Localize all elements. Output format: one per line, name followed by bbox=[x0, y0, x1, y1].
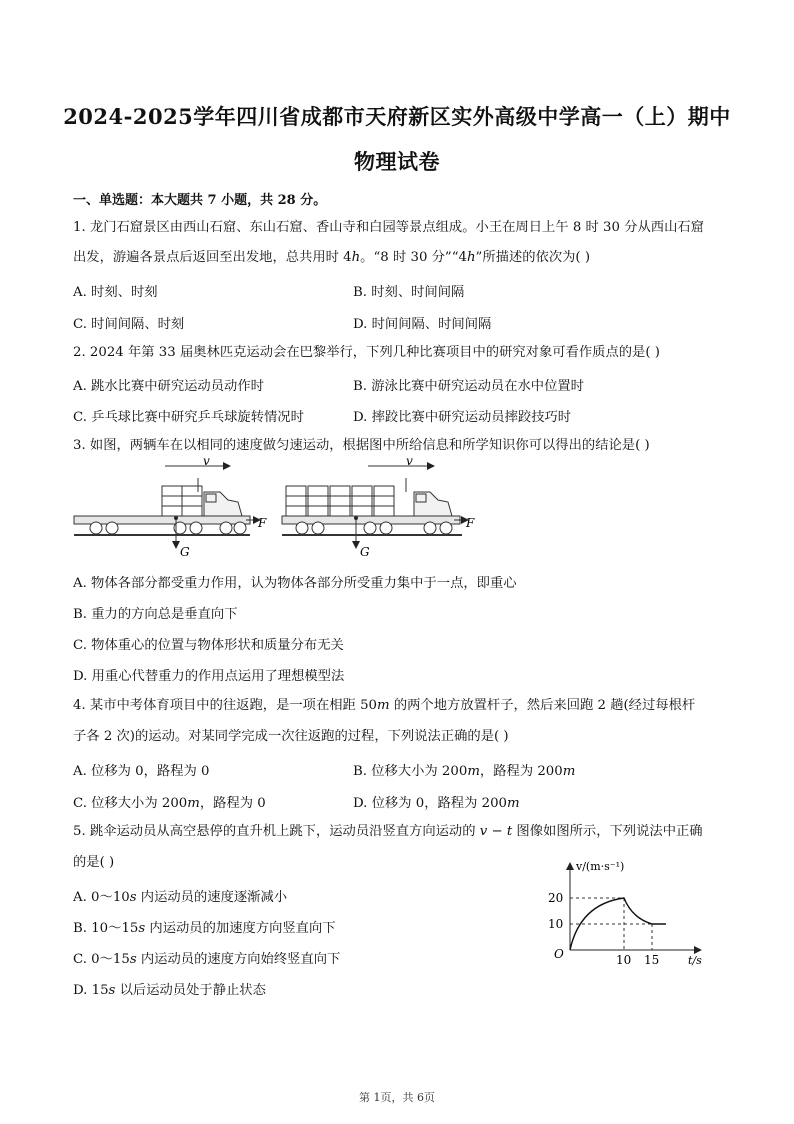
q3-stem-line1: 3. 如图，两辆车在以相同的速度做匀速运动，根据图中所给信息和所学知识你可以得出的结论是( ) bbox=[73, 438, 650, 453]
q4-option-d: D. 位移为 0，路程为 200𝑚 bbox=[353, 796, 520, 811]
q3-F-label-2: F bbox=[466, 516, 475, 530]
page-subtitle: 物理试卷 bbox=[354, 149, 440, 174]
graph-y10-label: 10 bbox=[548, 917, 564, 931]
q3-F-label-1: F bbox=[258, 516, 267, 530]
q2-option-b: B. 游泳比赛中研究运动员在水中位置时 bbox=[353, 379, 584, 394]
q3-option-d: D. 用重心代替重力的作用点运用了理想模型法 bbox=[73, 669, 345, 684]
q3-v-label-2: v bbox=[406, 456, 413, 468]
q2-option-a: A. 跳水比赛中研究运动员动作时 bbox=[73, 379, 264, 394]
q1-stem-line1: 1. 龙门石窟景区由西山石窟、东山石窟、香山寺和白园等景点组成。小王在周日上午 8 时 30 分从西山石窟 bbox=[73, 220, 704, 235]
q4-option-c: C. 位移大小为 200𝑚，路程为 0 bbox=[73, 796, 266, 811]
page-title: 2024-2025学年四川省成都市天府新区实外高级中学高一（上）期中 bbox=[63, 104, 731, 129]
truck-1 bbox=[74, 466, 260, 548]
graph-xlabel: t/s bbox=[688, 954, 702, 967]
truck-2 bbox=[282, 466, 468, 548]
graph-x10-label: 10 bbox=[616, 953, 632, 967]
q3-G-label-1: G bbox=[180, 545, 190, 559]
q1-option-a: A. 时刻、时刻 bbox=[73, 285, 158, 300]
q1-stem-line2: 出发，游遍各景点后返回至出发地，总共用时 4ℎ。“8 时 30 分”“4ℎ”所描述的依次为( ) bbox=[73, 250, 591, 265]
q4-stem-line1: 4. 某市中考体育项目中的往返跑，是一项在相距 50𝑚 的两个地方放置杆子，然后来回跑 2 趟(经过每根杆 bbox=[73, 698, 696, 713]
q2-stem-line1: 2. 2024 年第 33 届奥林匹克运动会在巴黎举行，下列几种比赛项目中的研究对象可看作质点的是( ) bbox=[73, 345, 660, 360]
graph-x15-label: 15 bbox=[644, 953, 660, 967]
graph-ylabel: v/(m·s⁻¹) bbox=[576, 860, 625, 873]
q1-option-c: C. 时间间隔、时刻 bbox=[73, 317, 185, 332]
q4-option-b: B. 位移大小为 200𝑚，路程为 200𝑚 bbox=[353, 764, 576, 779]
q5-option-b: B. 10～15𝑠 内运动员的加速度方向竖直向下 bbox=[73, 921, 336, 936]
q2-option-c: C. 乒乓球比赛中研究乒乓球旋转情况时 bbox=[73, 410, 304, 425]
q3-option-b: B. 重力的方向总是垂直向下 bbox=[73, 607, 238, 622]
q3-G-label-2: G bbox=[360, 545, 370, 559]
q5-vt-graph bbox=[540, 858, 720, 970]
q5-option-a: A. 0～10𝑠 内运动员的速度逐渐减小 bbox=[73, 890, 288, 905]
q2-option-d: D. 摔跤比赛中研究运动员摔跤技巧时 bbox=[353, 410, 572, 425]
q3-option-a: A. 物体各部分都受重力作用，认为物体各部分所受重力集中于一点，即重心 bbox=[73, 576, 517, 591]
q5-stem-line2: 的是( ) bbox=[73, 855, 115, 870]
q4-option-a: A. 位移为 0，路程为 0 bbox=[73, 764, 210, 779]
graph-y20-label: 20 bbox=[548, 891, 564, 905]
q3-trucks-figure bbox=[70, 456, 490, 564]
q3-option-c: C. 物体重心的位置与物体形状和质量分布无关 bbox=[73, 638, 344, 653]
q5-option-c: C. 0～15𝑠 内运动员的速度方向始终竖直向下 bbox=[73, 952, 341, 967]
section-heading: 一、单选题：本大题共 7 小题，共 28 分。 bbox=[73, 193, 327, 208]
q1-option-b: B. 时刻、时间间隔 bbox=[353, 285, 465, 300]
q1-option-d: D. 时间间隔、时间间隔 bbox=[353, 317, 492, 332]
page-footer: 第 1页，共 6页 bbox=[359, 1091, 435, 1104]
graph-origin-label: O bbox=[554, 947, 564, 961]
q5-stem-line1: 5. 跳伞运动员从高空悬停的直升机上跳下，运动员沿竖直方向运动的 𝑣 − 𝑡 图像如图所示，下列说法中正确 bbox=[73, 824, 703, 839]
q3-v-label-1: v bbox=[203, 456, 210, 468]
q4-stem-line2: 子各 2 次)的运动。对某同学完成一次往返跑的过程，下列说法正确的是( ) bbox=[73, 729, 509, 744]
q5-option-d: D. 15𝑠 以后运动员处于静止状态 bbox=[73, 983, 266, 998]
